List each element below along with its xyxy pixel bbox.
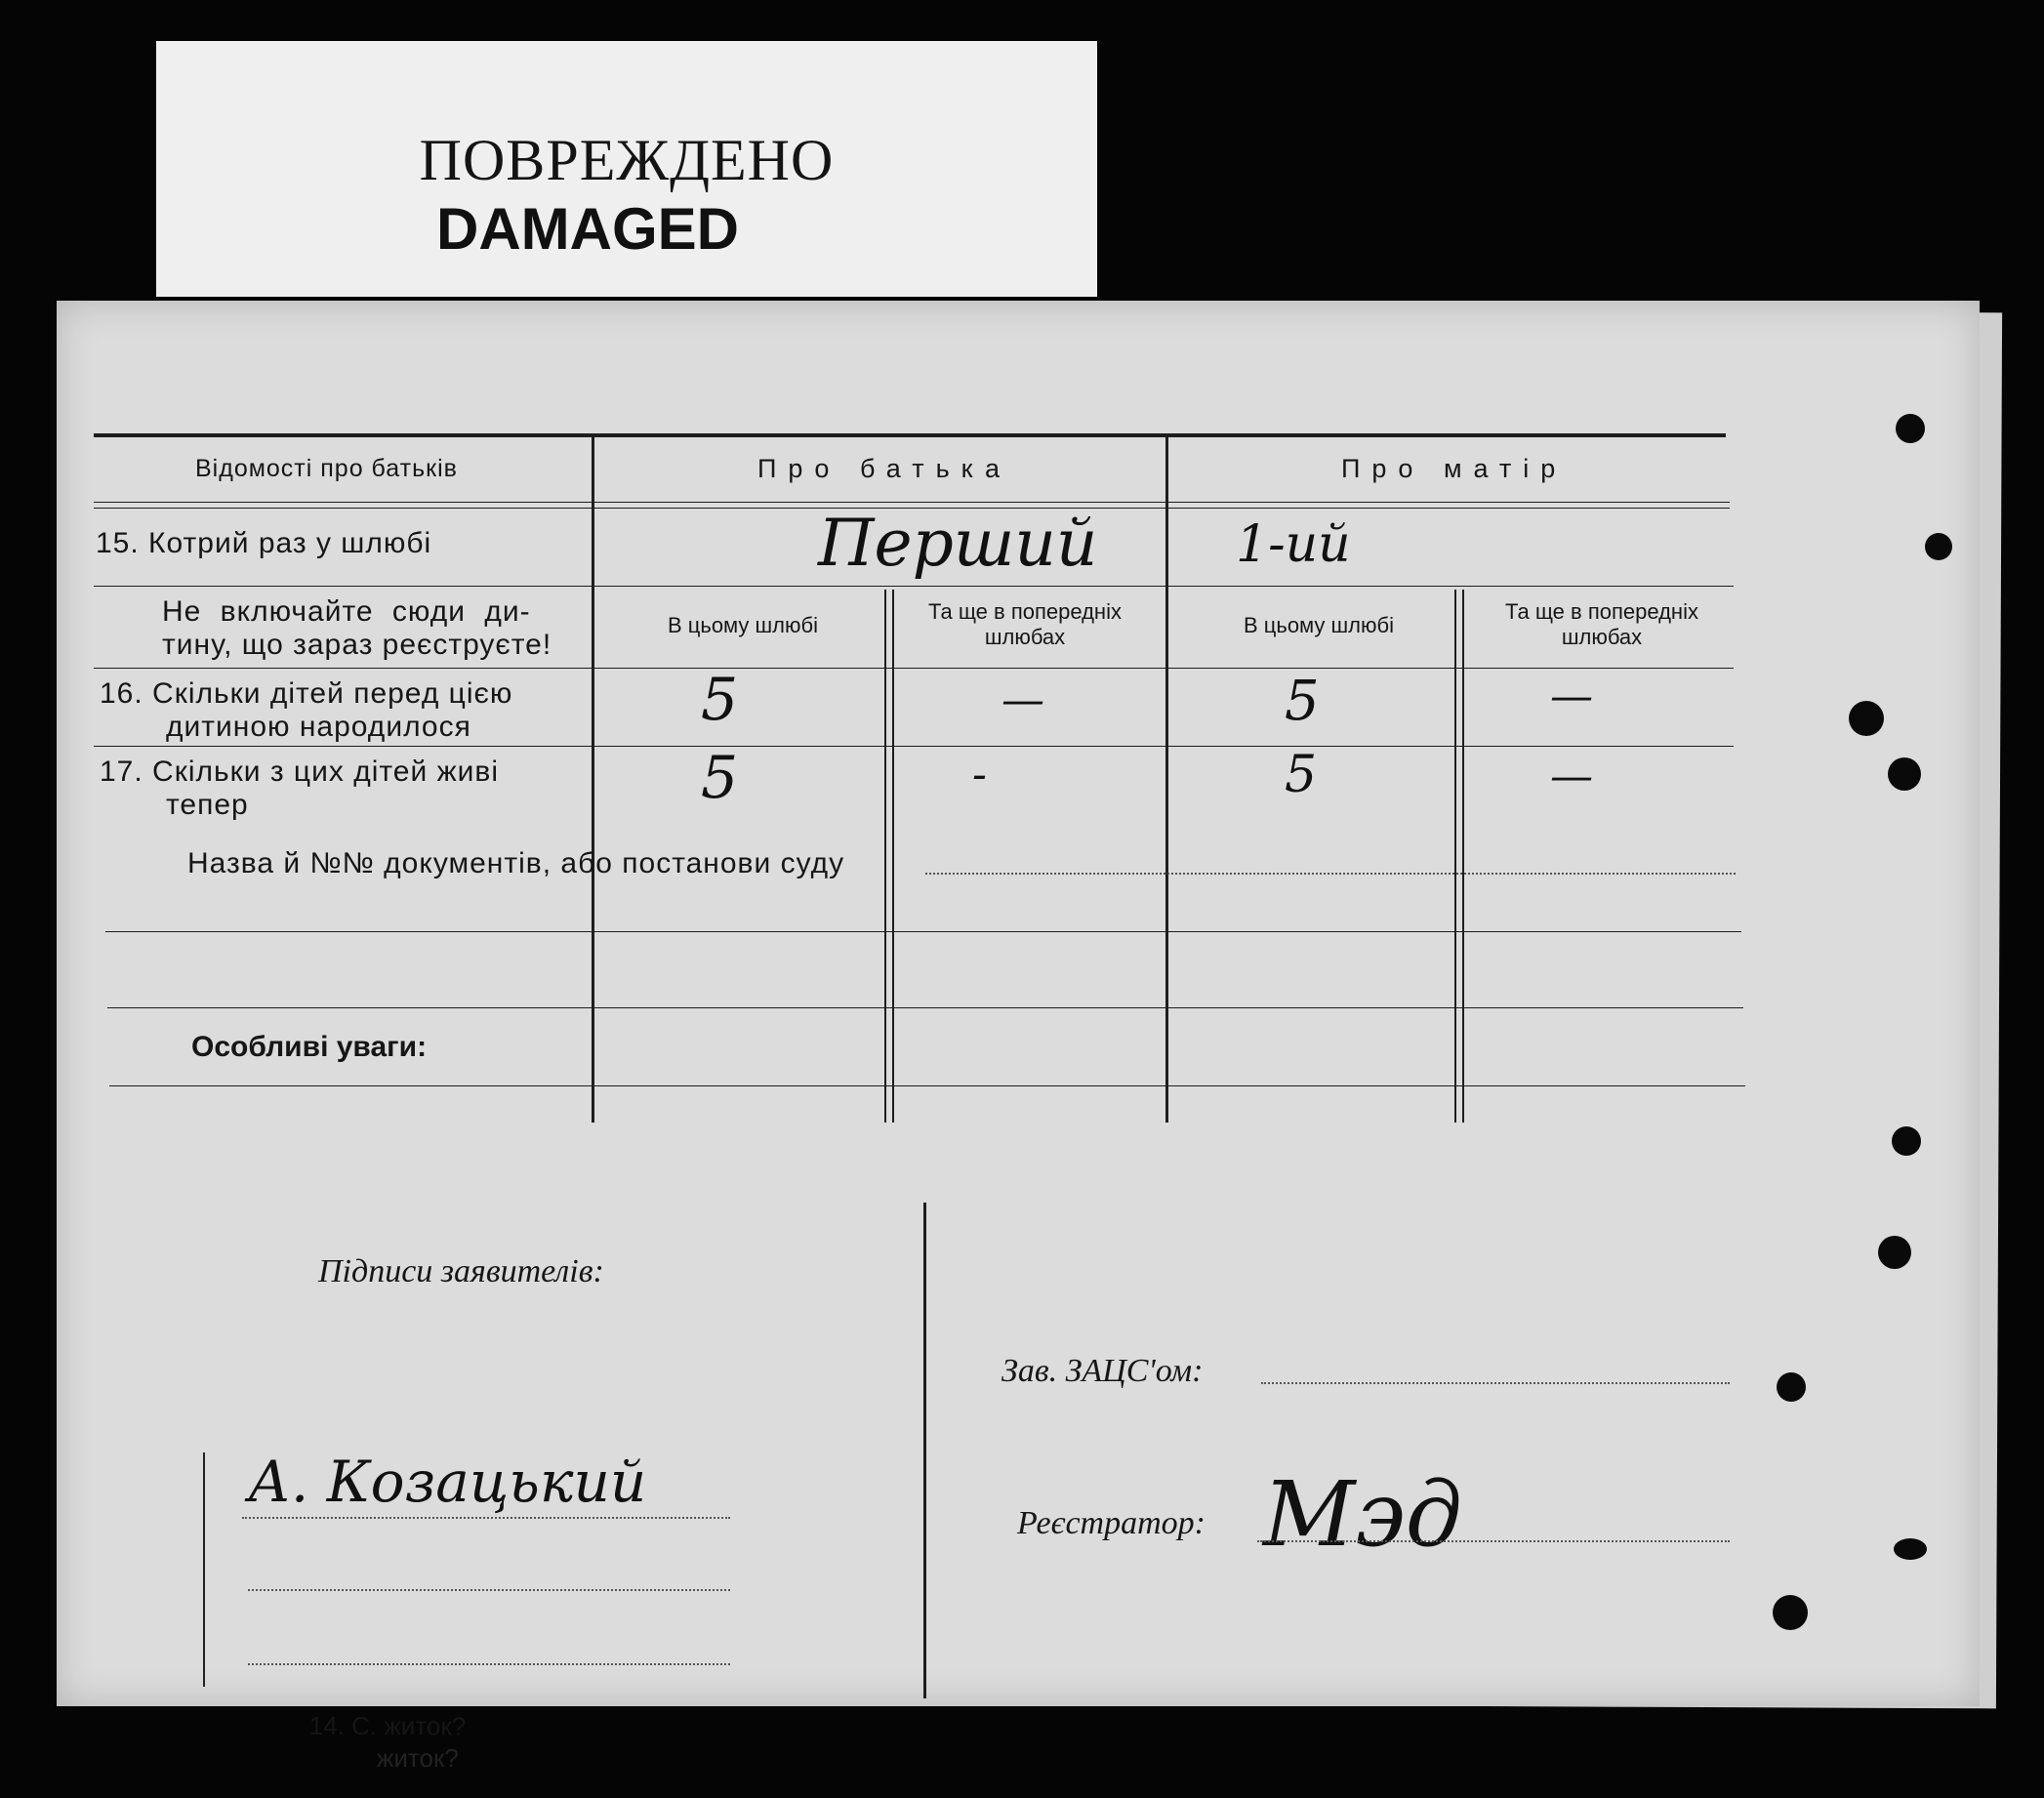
special-notes-rule (109, 1085, 1745, 1086)
row16-father-this: 5 (701, 666, 739, 734)
note-line1: Не включайте сюди ди- (162, 595, 531, 628)
row16-label-line2: дитиною народилося (166, 711, 471, 743)
row16-label-line1: 16. Скільки дітей перед цією (100, 677, 513, 710)
row17-label-line1: 17. Скільки з цих дітей живі (100, 756, 499, 788)
header-col-label: Відомості про батьків (195, 455, 458, 482)
row17-mother-prev: — (1550, 752, 1593, 801)
row16-bottom-rule (94, 746, 1734, 747)
binder-hole (1849, 701, 1884, 736)
table-top-rule (94, 433, 1726, 437)
subheader-bottom-rule (94, 668, 1734, 669)
applicants-label: Підписи заявителів: (318, 1253, 604, 1289)
binder-hole (1892, 1126, 1921, 1156)
col-divider-label (592, 437, 594, 1123)
note-line2: тину, що зараз реєструєте! (162, 629, 552, 661)
applicant-signature: А. Козацький (248, 1449, 647, 1515)
applicant-brace (203, 1452, 211, 1687)
row16-mother-prev: — (1550, 672, 1593, 721)
documents-label: Назва й №№ документів, або постанови суду (187, 847, 845, 879)
row15-label: 15. Котрий раз у шлюбі (96, 527, 432, 559)
row17-father-this: 5 (701, 744, 739, 812)
row15-bottom-rule (94, 586, 1734, 587)
bottom-partial-text-1: 14. С. житок? (308, 1710, 467, 1741)
col-divider-parents (1165, 437, 1168, 1123)
registration-form-page (57, 301, 1980, 1706)
row16-father-prev: — (1002, 675, 1044, 725)
registrar-label: Реєстратор: (1017, 1505, 1206, 1541)
applicant-line-1 (242, 1517, 730, 1519)
registrar-line (1257, 1540, 1730, 1542)
subheader-mother-this: В цьому шлюбі (1243, 613, 1395, 637)
row15-father-handwriting: Перший (818, 506, 1098, 581)
binder-hole (1878, 1236, 1911, 1269)
binder-hole (1888, 757, 1921, 791)
registrar-signature: Мэд (1263, 1462, 1463, 1567)
row15-mother-handwriting: 1-ий (1236, 515, 1351, 574)
applicant-line-3 (248, 1663, 730, 1665)
row16-mother-this: 5 (1285, 670, 1320, 733)
header-mother: Про матір (1341, 454, 1568, 483)
head-registry-label: Зав. ЗАЦС'ом: (1002, 1353, 1204, 1389)
subcol-divider-mother (1454, 590, 1464, 1123)
row17-mother-this: 5 (1285, 746, 1318, 804)
head-registry-line (1261, 1382, 1730, 1384)
stamp-text-ukrainian: ПОВРЕЖДЕНО (419, 128, 835, 192)
damaged-stamp (156, 41, 1097, 297)
documents-rule-2 (107, 1007, 1743, 1008)
header-father: Про батька (757, 454, 1012, 483)
applicant-line-2 (248, 1589, 730, 1591)
header-bottom-rule-1 (94, 502, 1730, 503)
documents-dotted-line (925, 873, 1736, 875)
signature-divider (923, 1203, 926, 1698)
binder-hole (1925, 533, 1952, 560)
binder-hole (1896, 414, 1925, 443)
subheader-mother-prev: Та ще в попередніх шлюбах (1505, 599, 1698, 649)
subcol-divider-father (884, 590, 894, 1123)
binder-hole (1773, 1595, 1808, 1630)
row17-father-prev: - (972, 750, 987, 799)
bottom-partial-text-2: житок? (377, 1743, 459, 1773)
documents-rule-1 (105, 931, 1741, 932)
subheader-father-this: В цьому шлюбі (667, 613, 819, 637)
stamp-text-english: DAMAGED (436, 196, 739, 262)
binder-hole (1894, 1538, 1927, 1560)
binder-hole (1777, 1372, 1806, 1402)
row17-label-line2: тепер (166, 789, 249, 821)
subheader-father-prev: Та ще в попередніх шлюбах (928, 599, 1122, 649)
special-notes-label: Особливі уваги: (191, 1031, 428, 1063)
